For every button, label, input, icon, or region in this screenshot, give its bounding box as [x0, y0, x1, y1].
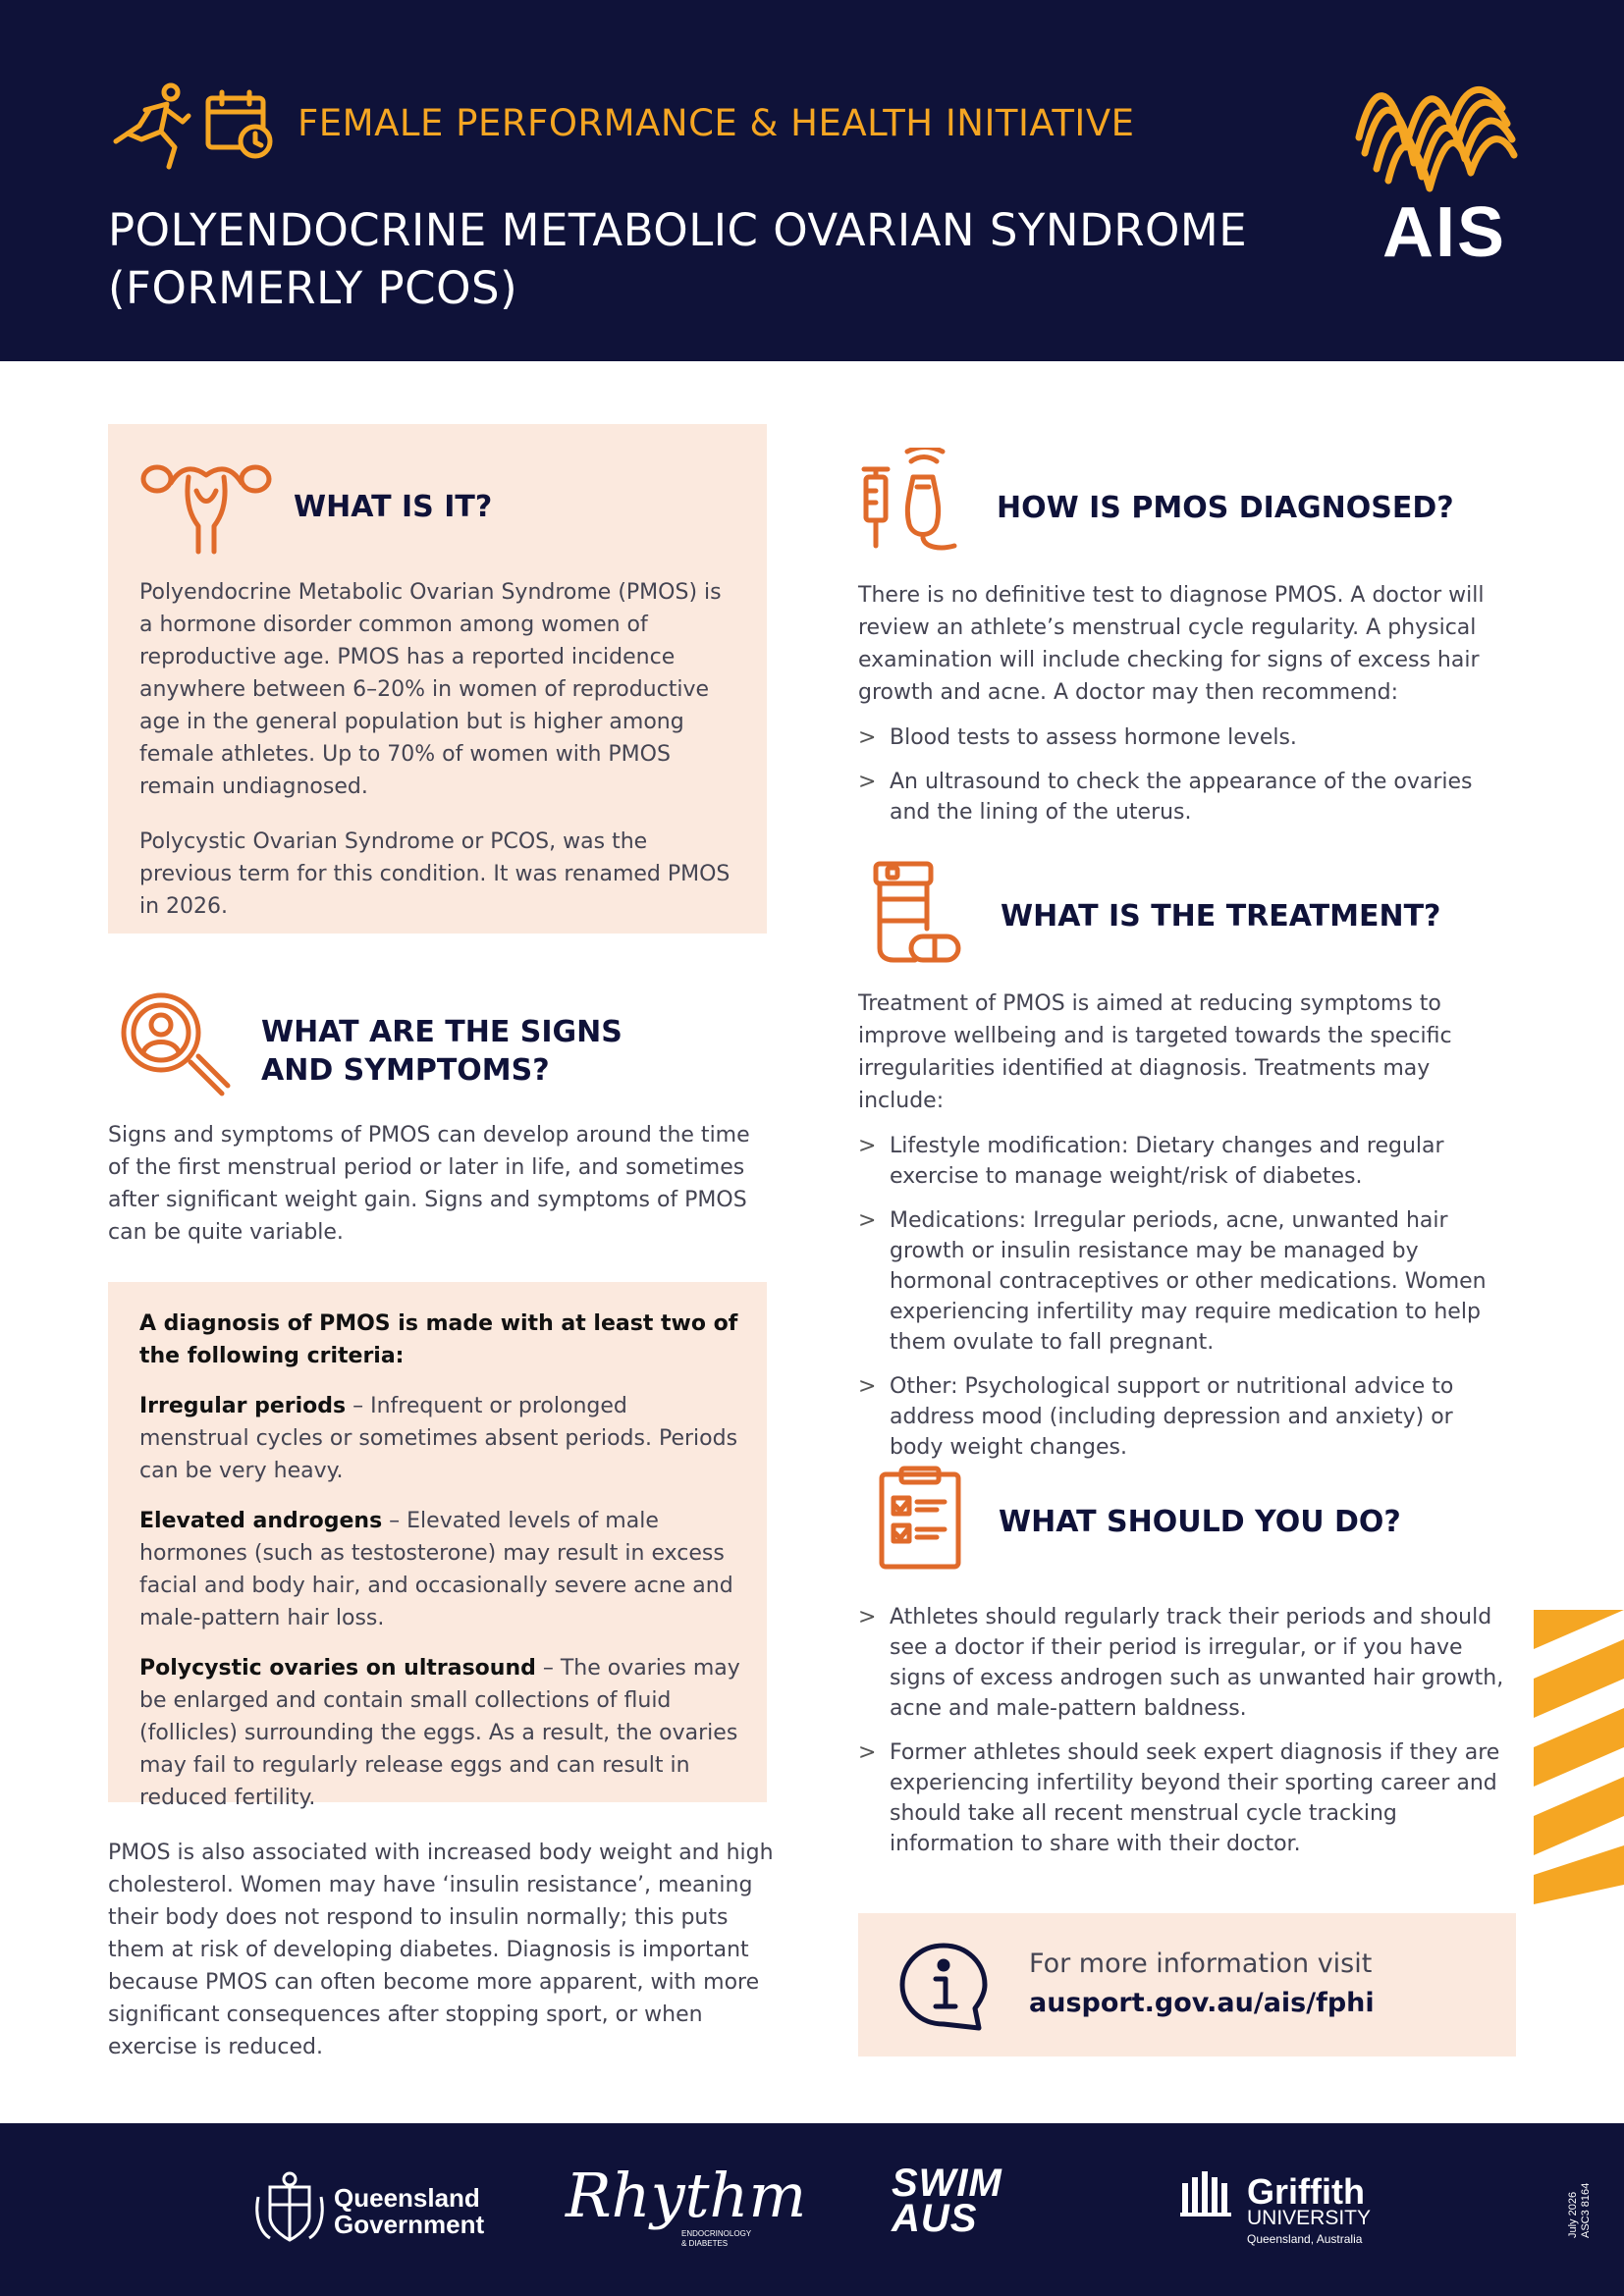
what-is-it-p2: Polycystic Ovarian Syndrome or PCOS, was the previous term for this condition. It was renamed PMOS in 2026.	[139, 829, 731, 919]
treatment-heading: WHAT IS THE TREATMENT?	[1001, 899, 1441, 934]
list-item: > Blood tests to assess hormone levels.	[858, 722, 1506, 753]
uterus-icon	[137, 457, 275, 556]
signs-outro: PMOS is also associated with increased body weight and high cholesterol. Women may have ‘insulin resistance’, meaning their body does not respond to insulin normally; this puts them at risk of developing diabetes. Diagnosis is important because PMOS can often become more apparent, with more significant consequences after stopping sport, or when exercise is reduced.	[108, 1841, 774, 2059]
what-to-do-heading: WHAT SHOULD YOU DO?	[999, 1505, 1401, 1539]
what-to-do-body	[858, 1602, 1512, 1873]
info-speech-icon	[896, 1940, 991, 2034]
criteria-text: – The ovaries may be enlarged and contain small collections of fluid (follicles) surrounding the eggs. As a result, the ovaries may fail to regularly release eggs and can result in reduced fertility.	[139, 1656, 740, 1810]
clipboard-checklist-icon	[876, 1465, 964, 1573]
criteria-item	[139, 1390, 743, 1487]
criteria-term: Elevated androgens	[139, 1509, 383, 1533]
docref-date: July 2026	[1567, 2191, 1579, 2238]
list-item: > Former athletes should seek expert diagnosis if they are experiencing infertility beyond their sporting career and should take all recent menstrual cycle tracking information to share with their doctor.	[858, 1737, 1512, 1859]
swim-line-2: AUS	[892, 2197, 978, 2240]
syringe-ultrasound-icon	[856, 448, 964, 556]
criteria-text: – Elevated levels of male hormones (such as testosterone) may result in excess facial and body hair, and occasionally severe acne and male-pattern hair loss.	[139, 1509, 733, 1630]
diagnosed-intro: There is no definitive test to diagnose PMOS. A doctor will review an athlete’s menstrual cycle regularity. A physical examination will include checking for signs of excess hair growth and acne. A doctor may then recommend:	[858, 583, 1485, 705]
what-is-it-heading: WHAT IS IT?	[294, 490, 493, 524]
treatment-intro: Treatment of PMOS is aimed at reducing symptoms to improve wellbeing and is targeted towards the specific irregularities identified at diagnosis. Treatments may include:	[858, 991, 1452, 1113]
initiative-kicker: FEMALE PERFORMANCE & HEALTH INITIATIVE	[298, 102, 1135, 144]
decorative-stripes	[1534, 1610, 1624, 1904]
rhythm-subtitle	[681, 2229, 751, 2249]
signs-heading-line-2: AND SYMPTOMS?	[261, 1053, 550, 1088]
griffith-crest-icon	[1180, 2169, 1243, 2218]
diagnosed-body	[858, 579, 1506, 841]
info-link[interactable]: ausport.gov.au/ais/fphi	[1029, 1988, 1375, 2018]
criteria-text: – Infrequent or prolonged menstrual cycles or sometimes absent periods. Periods can be very heavy.	[139, 1394, 738, 1483]
criteria-term: Polycystic ovaries on ultrasound	[139, 1656, 536, 1681]
calendar-clock-icon	[204, 88, 275, 159]
criteria-item	[139, 1505, 743, 1634]
footer-banner	[0, 2123, 1624, 2296]
docref-code: ASC3 8164	[1580, 2182, 1592, 2238]
ais-logo-text: AIS	[1382, 193, 1507, 272]
criteria-item	[139, 1652, 743, 1814]
qld-line-2: Government	[334, 2210, 485, 2239]
magnifier-person-icon	[116, 988, 234, 1105]
criteria-term: Irregular periods	[139, 1394, 347, 1418]
treatment-list	[858, 1131, 1506, 1463]
diagnosed-list	[858, 722, 1506, 828]
list-item: > Other: Psychological support or nutritional advice to address mood (including depression and anxiety) or body weight changes.	[858, 1371, 1506, 1463]
criteria-list	[139, 1308, 743, 1832]
swim-aus-logo	[892, 2162, 1002, 2240]
signs-heading-line-1: WHAT ARE THE SIGNS	[261, 1015, 623, 1049]
page-title	[108, 201, 1247, 317]
treatment-body	[858, 988, 1506, 1476]
what-to-do-list	[858, 1602, 1512, 1859]
list-item: > An ultrasound to check the appearance of the ovaries and the lining of the uterus.	[858, 767, 1506, 828]
criteria-title: A diagnosis of PMOS is made with at least two of the following criteria:	[139, 1311, 738, 1368]
griffith-logo-sub: UNIVERSITY	[1247, 2207, 1372, 2229]
document-reference	[1567, 2183, 1593, 2238]
rhythm-sub-1: ENDOCRINOLOGY	[681, 2229, 752, 2238]
pill-bottle-icon	[866, 860, 964, 968]
info-text: For more information visit	[1029, 1949, 1373, 1979]
ais-wave-logo	[1355, 75, 1522, 202]
runner-icon	[106, 82, 194, 171]
what-is-it-body	[139, 576, 734, 945]
signs-intro: Signs and symptoms of PMOS can develop around the time of the first menstrual period or later in life, and sometimes after significant weight gain. Signs and symptoms of PMOS can be quite variable.	[108, 1123, 750, 1245]
title-line-1: POLYENDOCRINE METABOLIC OVARIAN SYNDROME	[108, 204, 1248, 256]
griffith-logo-location: Queensland, Australia	[1247, 2232, 1363, 2246]
rhythm-sub-2: & DIABETES	[681, 2239, 729, 2248]
queensland-government-logo	[334, 2185, 484, 2238]
signs-heading	[261, 1013, 623, 1090]
griffith-logo-name: Griffith	[1247, 2171, 1365, 2212]
qld-line-1: Queensland	[334, 2183, 480, 2213]
list-item: > Lifestyle modification: Dietary changes and regular exercise to manage weight/risk of diabetes.	[858, 1131, 1506, 1192]
title-line-2: (FORMERLY PCOS)	[108, 262, 518, 314]
list-item: > Athletes should regularly track their periods and should see a doctor if their period is irregular, or if you have signs of excess androgen such as unwanted hair growth, acne and male-pattern baldness.	[858, 1602, 1512, 1724]
swim-line-1: SWIM	[892, 2162, 1002, 2205]
rhythm-logo: Rhythm	[566, 2160, 807, 2231]
list-item: > Medications: Irregular periods, acne, unwanted hair growth or insulin resistance may be managed by hormonal contraceptives or other medications. Women experiencing infertility may require medication to help them ovulate to fall pregnant.	[858, 1205, 1506, 1358]
diagnosed-heading: HOW IS PMOS DIAGNOSED?	[997, 491, 1454, 525]
what-is-it-p1: Polyendocrine Metabolic Ovarian Syndrome (PMOS) is a hormone disorder common among women of reproductive age. PMOS has a reported incidence anywhere between 6–20% in women of reproductive age in the general population but is higher among female athletes. Up to 70% of women with PMOS remain undiagnosed.	[139, 580, 722, 799]
queensland-crest-icon	[250, 2167, 329, 2246]
